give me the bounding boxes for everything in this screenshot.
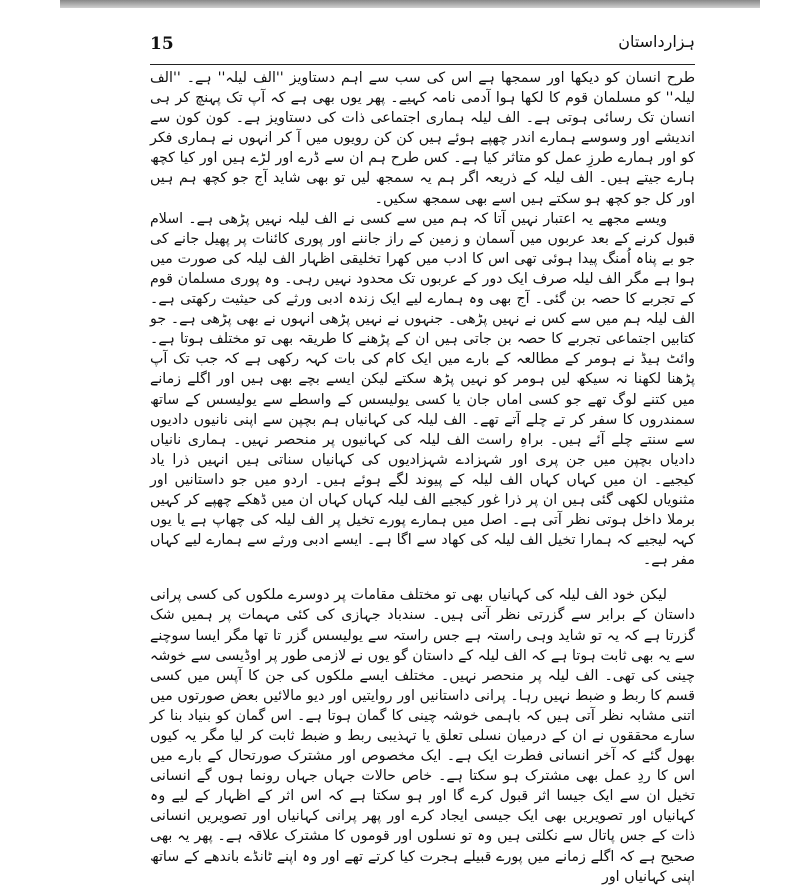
header-rule xyxy=(150,64,695,65)
paragraph-3: لیکن خود الف لیلہ کی کہانیاں بھی تو مختلف مقامات پر دوسرے ملکوں کی کسی پرانی داستان کے برابر سے گزرتی نظر آتی ہیں۔ سندباد جہازی کی کئی مہمات پر ہمیں شک گزرتا ہے کہ یہ تو شاید وہی راستہ ہے جس راستہ سے یولیسس گزر تا تھا مگر ایسا سوچنے سے یہ بھی ثابت ہوتا ہے کہ الف لیلہ کے داستان گو یوں نے لازمی طور پر اوڈیسی سے خوشہ چینی کی تھی۔ الف لیلہ پر منحصر نہیں۔ مختلف ایسے ملکوں کی جن کا آپس میں کسی قسم کا ربط و ضبط نہیں رہا۔ پرانی داستانیں اور روایتیں اور دیو مالائیں بعض صورتوں میں اتنی مشابہ نظر آتی ہیں کہ باہمی خوشہ چینی کا گمان ہوتا ہے۔ اس گمان کو بنیاد بنا کر سارے محققوں نے ان کے درمیان نسلی تعلق یا تہذیبی ربط و ضبط ثابت کر لیا مگر یہ کیوں بھول گئے کہ آخر انسانی فطرت ایک ہے۔ ایک مخصوص اور مشترک صورتحال کے بارے میں اس کا ردِ عمل بھی مشترک ہو سکتا ہے۔ خاص حالات جہاں جہاں رونما ہوں گے انسانی تخیل ان سے ایک جیسا اثر قبول کرے گا اور ہو سکتا ہے کہ اس اثر کے اظہار کے لیے وہ کہانیاں اور تصویریں بھی ایک جیسی ایجاد کرے اور پھر پرانی کہانیاں اور تصویریں انسانی ذات کے جس پاتال سے نکلتی ہیں وہ تو نسلوں اور قوموں کا مشترک علاقہ ہے۔ پھر یہ بھی صحیح ہے کہ اگلے زمانے میں پورے قبیلے ہجرت کیا کرتے تھے اور وہ اپنے ٹانڈے باندھے کے ساتھ اپنی کہانیاں اور xyxy=(150,587,695,885)
paragraph-1: طرح انسان کو دیکھا اور سمجھا ہے اس کی سب سے اہم دستاویز ''الف لیلہ'' ہے۔ ''الف لیلہ'' کو مسلمان قوم کا لکھا ہوا آدمی نامہ کہیے۔ پھر یوں بھی ہے کہ آپ تک پہنچ کر ہی انسان تک رسائی ہوتی ہے۔ الف لیلہ ہماری اجتماعی ذات کی دستاویز ہے۔ کون کون سے اندیشے اور وسوسے ہمارے اندر چھپے ہوئے ہیں کن کن رویوں میں آ کر انہوں نے ہماری فکر کو اور ہمارے طرزِ عمل کو متاثر کیا ہے۔ کس طرح ہم ان سے ڈرے اور لڑے ہیں اور کیا کچھ ہارے جیتے ہیں۔ الف لیلہ کے ذریعہ اگر ہم یہ سمجھ لیں تو بھی شاید آج جو کچھ ہم ہیں اور کل جو کچھ ہو سکتے ہیں اسے بھی سمجھ سکیں۔ xyxy=(150,70,695,207)
running-title: ہزارداستان xyxy=(618,32,695,51)
paragraph-2: ویسے مجھے یہ اعتبار نہیں آتا کہ ہم میں سے کسی نے الف لیلہ نہیں پڑھی ہے۔ اسلام قبول کرنے کے بعد عربوں میں آسمان و زمین کے راز جاننے اور پوری کائنات پر پھیل جانے کی جو بے پناہ اُمنگ پیدا ہوئی تھی اس کا ادب میں کھرا تخلیقی اظہار الف لیلہ کی صورت میں ہوا ہے مگر الف لیلہ صرف ایک دور کے عربوں تک محدود نہیں رہی۔ وہ پوری مسلمان قوم کے تجربے کا حصہ بن گئی۔ آج بھی وہ ہمارے لیے ایک زندہ ادبی ورثے کی حیثیت رکھتی ہے۔ الف لیلہ ہم میں سے کس نے نہیں پڑھی۔ جنہوں نے نہیں پڑھی انہوں نے بھی پڑھی ہے۔ جو کتابیں اجتماعی تجربے کا حصہ بن جاتی ہیں ان کے پڑھنے کا طریقہ بھی تو مختلف ہوتا ہے۔ وائٹ ہیڈ نے ہومر کے مطالعہ کے بارے میں ایک کام کی بات کہہ رکھی ہے کہ جب تک آپ پڑھنا لکھنا نہ سیکھ لیں ہومر کو نہیں پڑھ سکتے لیکن ایسے بچے بھی ہیں اور اگلے زمانے میں کتنے لوگ تھے جو کسی اماں جان یا کسی یولیسس کے واسطے سے یولیسس کے ساتھ سمندروں کا سفر کر تے چلے آتے تھے۔ الف لیلہ کی کہانیاں ہم بچپن سے اپنی نانیوں دادیوں سے سنتے چلے آئے ہیں۔ براہِ راست الف لیلہ کی کہانیوں پر منحصر نہیں۔ ہماری نانیاں دادیاں بچپن میں جن پری اور شہزادے شہزادیوں کی کہانیاں سناتی ہیں انہیں ذرا یاد کیجیے۔ ان میں کہاں کہاں الف لیلہ کے پیوند لگے ہوئے ہیں۔ اردو میں جو داستانیں اور مثنویاں لکھی گئی ہیں ان پر ذرا غور کیجیے الف لیلہ کہاں کہاں ان میں ڈھکے چھپے کر کہیں برملا داخل ہوتی نظر آتی ہے۔ اصل میں ہمارے پورے تخیل پر الف لیلہ کی چھاپ ہے یا یوں کہہ لیجیے کہ ہمارا تخیل الف لیلہ کی کھاد سے اگا ہے۔ ایسے ادبی ورثے سے ہمارے لیے کہاں مفر ہے۔ xyxy=(150,210,695,569)
page-number: 15 xyxy=(150,34,174,54)
page-body xyxy=(150,68,695,887)
scan-edge-shadow xyxy=(60,0,760,8)
page-header xyxy=(150,30,695,64)
